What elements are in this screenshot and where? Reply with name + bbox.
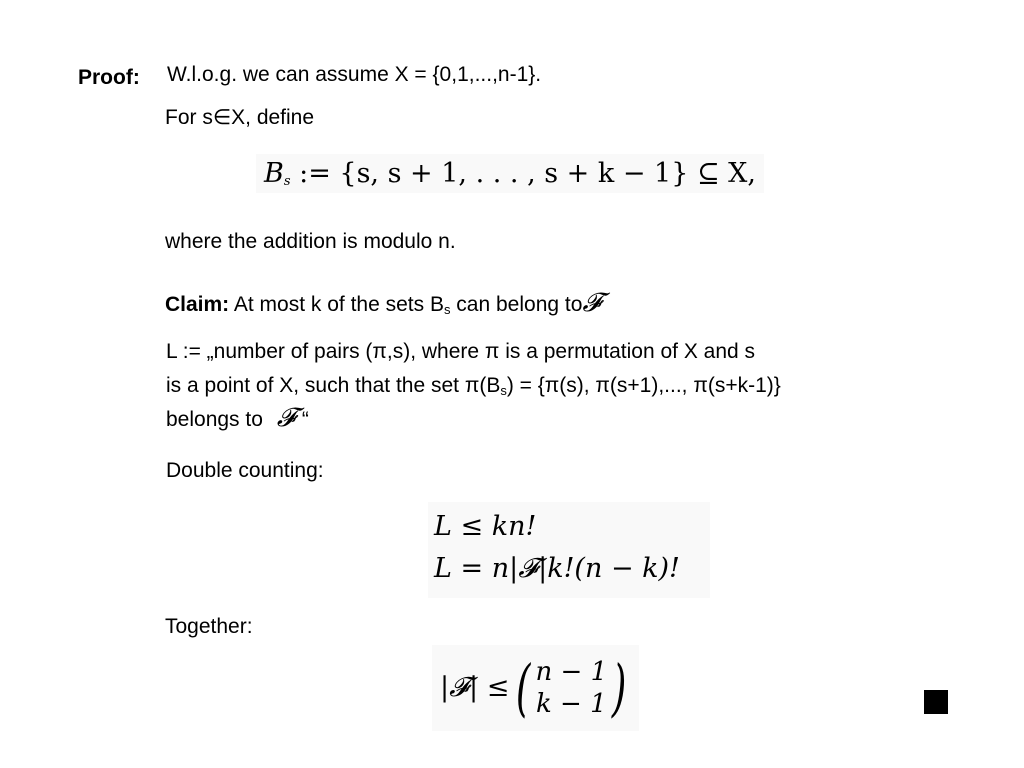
block-set-symbol: B [264,158,284,189]
qed-square-icon [924,690,948,714]
block-set-subscript: s [283,174,291,189]
l-definition-line-2 [166,373,781,404]
right-paren: ) [611,651,627,724]
double-counting-formulas [428,502,710,598]
final-bound-formula [432,645,639,731]
claim-text-b: can belong to [450,293,583,316]
block-definition-formula [256,154,764,193]
together-label: Together: [165,615,253,638]
define-suffix: X, define [231,106,315,129]
final-bound-lhs: |𝓕| ≤ [440,672,510,703]
l-def-line2-b: ) = {π(s), π(s+1),..., π(s+k-1)} [506,374,781,397]
claim-line [165,290,602,323]
double-counting-label: Double counting: [166,459,324,482]
l-definition-line-3 [166,405,309,433]
inequality-formula: L ≤ kn! [434,511,537,542]
l-def-line3-b: “ [301,408,309,431]
block-set-definition: := {s, s + 1, . . . , s + k − 1} ⊆ X, [290,158,756,189]
binomial-coefficient [511,651,631,724]
l-definition-line-1: L := „number of pairs (π,s), where π is a permutation of X and s [166,340,756,363]
l-def-line2-sub: s [500,383,507,398]
family-symbol: 𝓕 [582,288,602,318]
modulo-note: where the addition is modulo n. [165,230,456,253]
l-def-line3-a: belongs to [166,408,263,431]
define-line [165,105,314,131]
family-symbol-2: 𝓕 [276,403,296,433]
define-prefix: For s [165,106,213,129]
claim-label: Claim: [165,293,230,316]
claim-text-a: At most k of the sets B [233,293,444,316]
proof-label: Proof: [78,66,140,89]
left-paren: ( [516,651,531,724]
l-def-line2-a: is a point of X, such that the set π(B [166,374,501,397]
equality-formula: L = n|𝓕|k!(n − k)! [434,553,680,584]
claim-subscript: s [443,302,451,317]
element-of-symbol: ∈ [212,106,232,129]
assumption-line: W.l.o.g. we can assume X = {0,1,...,n-1}. [167,63,542,86]
binomial-bottom: k − 1 [536,689,607,719]
binomial-top: n − 1 [535,657,608,687]
